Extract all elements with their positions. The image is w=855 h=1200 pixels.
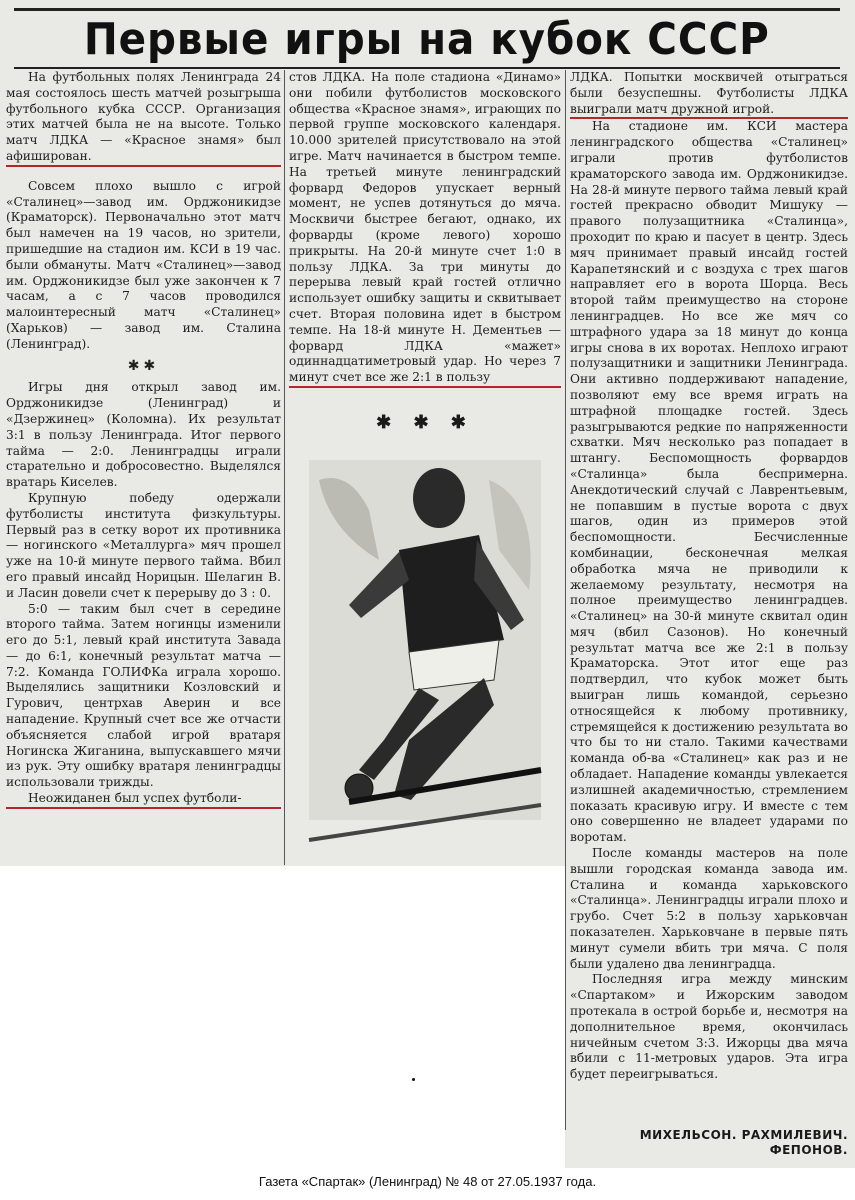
paragraph: Совсем плохо вышло с игрой «Сталинец»—завод им. Орджоникидзе (Краматорск). Первоначально этот матч был намечен на 19 часов, но зрители, пришедшие на стадион им. КСИ в 19 час. были обмануты. Матч «Сталинец»—завод им. Орджоникидзе был уже закончен к 7 часам, а с 7 часов проводился малоинтересный матч «Сталинец» (Харьков) — завод им. Сталина (Ленинград).: [6, 178, 281, 351]
player-head: [413, 468, 465, 528]
paragraph: стов ЛДКА. На поле стадиона «Динамо» они побили футболистов московского общества «Красное знамя», играющих по первой группе московского календаря. 10.000 зрителей присутствовало на этой игре. Матч начинается в быстром темпе. На третьей минуте ленинградский форвард Федоров упускает верный момент, не успев дотянуться до мяча. Москвичи быстрее бегают, однако, их форварды (кроме левого) хорошо прикрыты. На 20-й минуте счет 1:0 в пользу ЛДКА. За три минуты до перерыва левый край гостей отлично использует ошибку защиты и сквитывает счет. Вторая половина идет в быстром темпе. На 18-й минуте Н. Дементьев — форвард ЛДКА «мажет» одиннадцатиметровый удар. Но через 7 минут счет все же 2:1 в пользу: [289, 70, 561, 388]
headline: Первые игры на кубок СССР: [84, 13, 770, 65]
article-column-2: [289, 70, 561, 388]
headline-box: [14, 8, 840, 69]
paragraph: Неожиданен был успех футболи-: [6, 791, 281, 809]
ornament: ✱✱: [127, 357, 160, 374]
paragraph: После команды мастеров на поле вышли городская команда завода им. Сталина и команда харьковского «Сталинца». Ленинградцы играли плохо и грубо. Счет 5:2 в пользу харьковчан показателен. Харьковчане в первые пять минут сумели вбить три мяча. С поля были удалено два ленинградца.: [570, 846, 848, 971]
paragraph: На стадионе им. КСИ мастера ленинградского общества «Сталинец» играли против футболистов краматорского завода им. Орджоникидзе. На 28-й минуте первого тайма левый край гостей прекрасно обводит Мишуку — правого полузащитника «Сталинца», проходит по краю и пасует в центр. Здесь мяч принимает правый инсайд гостей Карапетянский и с воздуха с трех шагов направляет его в ворота Шорца. Весь второй тайм преимущество на стороне ленинградцев. Но все же мяч со штрафного удара за 18 минут до конца игры снова в их воротах. Неплохо играют полузащитники и защитники Ленинграда. Они активно поддерживают нападение, позволяют ему все время играть на штрафной площадке гостей. Здесь разыгрываются редкие по напряженности схватки. Мяч несколько раз попадает в штангу. Беспомощность форвардов «Сталинца» была беспримерна. Анекдотический случай с Лаврентьевым, не попавшим в пустые ворота с двух шагов, один из примеров этой беспомощности. Бесчисленные комбинации, бесконечная мелкая обработка мяча не приводили к желаемому результату, несмотря на полное преимущество ленинградцев. «Сталинец» на 30-й минуте сквитал один мяч (вбил Сазонов). Но конечный результат матча все же 2:1 в пользу Краматорска. Этот итог еще раз подтвердил, что кубок может быть выигран лишь командой, серьезно относящейся к любому противнику, стремящейся к достижению результата во что бы то ни стало. Такими качествами команда об-ва «Сталинец» как раз и не обладает. Нападение команды увлекается излишней академичностью, стремлением показать красивую игру. И вместе с тем оно совершенно не владеет ударами по воротам.: [570, 119, 848, 845]
paragraph: ЛДКА. Попытки москвичей отыграться были безуспешны. Футболисты ЛДКА выиграли матч дружной игрой.: [570, 70, 848, 119]
speck: [412, 1078, 415, 1081]
signature-line: МИХЕЛЬСОН. РАХМИЛЕВИЧ.: [639, 1128, 848, 1142]
column-divider: [565, 70, 566, 1130]
source-caption: Газета «Спартак» (Ленинград) № 48 от 27.05.1937 года.: [258, 1174, 597, 1189]
blank-area: [0, 866, 565, 1168]
paragraph: На футбольных полях Ленинграда 24 мая состоялось шесть матчей розыгрыша футбольного кубка СССР. Организация этих матчей была не на высоте. Только матч ЛДКА — «Красное знамя» был афиширован.: [6, 70, 281, 167]
article-column-3: [570, 70, 848, 1083]
footballer-illustration: [289, 440, 561, 860]
paragraph: 5:0 — таким был счет в середине второго тайма. Затем ногинцы изменили его до 5:1, левый край института Завада — до 6:1, конечный результат матча — 7:2. Команда ГОЛИФКа играла хорошо. Выделялись защитники Козловский и Гурович, центрхав Аверин и все нападение. Крупный счет все же отчасти объясняется слабой игрой вратаря Ногинска Жиганина, выпускавшего мячи из рук. Эту ошибку вратаря ленинградцы использовали трижды.: [6, 601, 281, 790]
author-signature: [600, 1128, 848, 1158]
section-stars: ✱ ✱ ✱: [376, 412, 474, 433]
article-column-1: [6, 70, 281, 809]
paragraph: Последняя игра между минским «Спартаком» и Ижорским заводом протекала в острой борьбе и, несмотря на дополнительное время, окончилась ничейным счетом 3:3. Ижорцы два мяча вбили с 11-метровых ударов. Эта игра будет переигрываться.: [570, 972, 848, 1082]
paragraph: Крупную победу одержали футболисты института физкультуры. Первый раз в сетку ворот их противника — ногинского «Металлурга» мяч прошел уже на 10-й минуте первого тайма. Вбил его правый инсайд Норицын. Шелагин В. и Ласин довели счет к перерыву до 3 : 0.: [6, 490, 281, 600]
paragraph: Игры дня открыл завод им. Орджоникидзе (Ленинград) и «Дзержинец» (Коломна). Их результат 3:1 в пользу Ленинграда. Итог первого тайма — 2:0. Ленинградцы играли старательно и добросовестно. Выделялся вратарь Киселев.: [6, 380, 281, 490]
signature-line: ФЕПОНОВ.: [769, 1143, 848, 1157]
column-divider: [284, 70, 285, 865]
